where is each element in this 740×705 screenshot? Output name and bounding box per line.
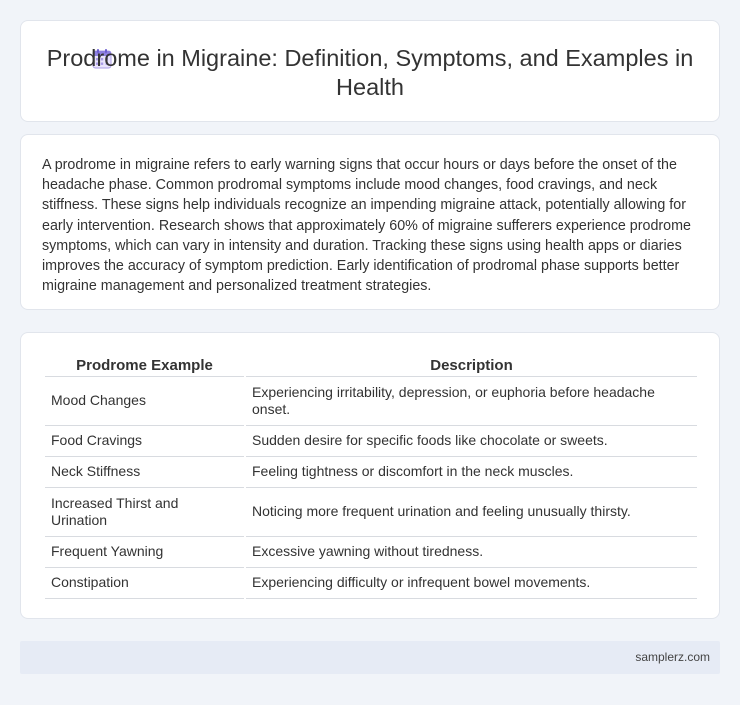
footer-site-link[interactable]: samplerz.com xyxy=(635,650,710,664)
description-cell: Excessive yawning without tiredness. xyxy=(246,537,697,568)
example-cell: Increased Thirst and Urination xyxy=(45,488,244,537)
description-cell: Experiencing difficulty or infrequent bowel movements. xyxy=(246,568,697,599)
table-row xyxy=(45,457,697,488)
table-row xyxy=(45,568,697,599)
footer xyxy=(20,641,720,674)
table-row xyxy=(45,488,697,537)
table-row xyxy=(45,426,697,457)
example-cell: Constipation xyxy=(45,568,244,599)
prodrome-table xyxy=(43,355,699,599)
table-row xyxy=(45,537,697,568)
description-cell: Sudden desire for specific foods like chocolate or sweets. xyxy=(246,426,697,457)
description-card xyxy=(20,134,720,310)
column-header-description: Description xyxy=(246,355,697,377)
table-header-row xyxy=(45,355,697,377)
example-cell: Mood Changes xyxy=(45,377,244,426)
title-card xyxy=(20,20,720,122)
table-card xyxy=(20,332,720,619)
example-cell: Frequent Yawning xyxy=(45,537,244,568)
table-row xyxy=(45,377,697,426)
description-cell: Feeling tightness or discomfort in the neck muscles. xyxy=(246,457,697,488)
description-text: A prodrome in migraine refers to early warning signs that occur hours or days before the onset of the headache phase. Common prodromal symptoms include mood changes, food cravings, and neck stiffness. These signs help individuals recognize an impending migraine attack, potentially allowing for early intervention. Research shows that approximately 60% of migraine sufferers experience prodrome symptoms, which can vary in intensity and duration. Tracking these signs using health apps or diaries improves the accuracy of symptom prediction. Early identification of prodromal phase supports better migraine management and personalized treatment strategies. xyxy=(42,157,691,295)
column-header-example: Prodrome Example xyxy=(45,355,244,377)
example-cell: Neck Stiffness xyxy=(45,457,244,488)
page-title: Prodrome in Migraine: Definition, Symptoms, and Examples in Health xyxy=(46,45,694,100)
description-cell: Experiencing irritability, depression, or euphoria before headache onset. xyxy=(246,377,697,426)
example-cell: Food Cravings xyxy=(45,426,244,457)
description-cell: Noticing more frequent urination and feeling unusually thirsty. xyxy=(246,488,697,537)
